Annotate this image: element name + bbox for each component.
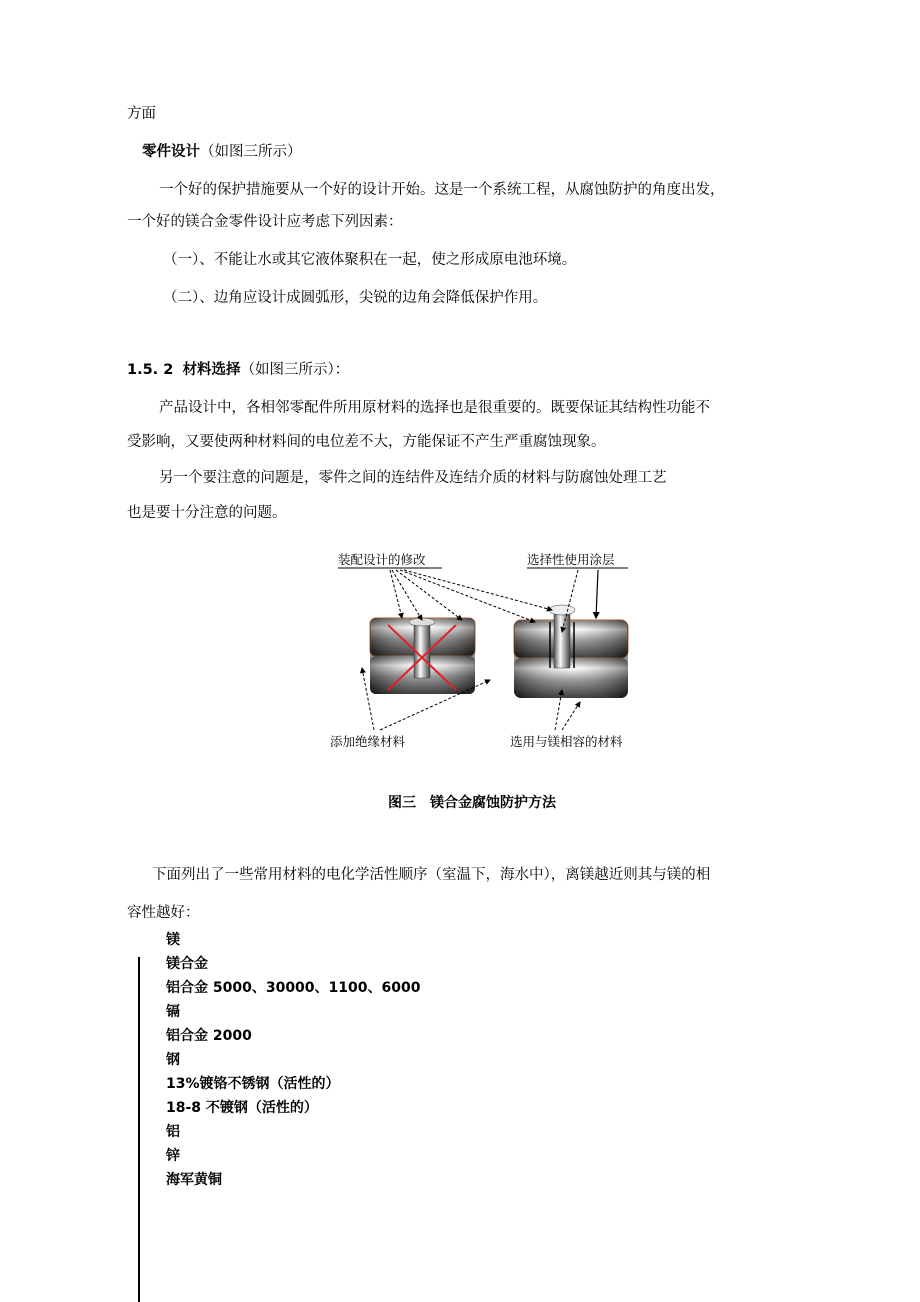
figure-diagram (330, 540, 660, 755)
paragraph-line: 另一个要注意的问题是，零件之间的连结件及连结介质的材料与防腐蚀处理工艺 (159, 470, 667, 486)
label-insulation: 添加绝缘材料 (330, 734, 406, 749)
design-item-2: （二）、边角应设计成圆弧形，尖锐的边角会降低保护作用。 (163, 290, 548, 306)
section-heading (127, 360, 349, 380)
paragraph-fragment: 方面 (127, 106, 156, 122)
left-pipe-assembly (370, 618, 475, 694)
list-item: 铝合金 5000、30000、1100、6000 (166, 980, 421, 996)
list-item: 海军黄铜 (166, 1172, 222, 1188)
label-selective-coating: 选择性使用涂层 (527, 552, 615, 567)
right-pipe-assembly (514, 605, 628, 698)
section-number: 1.5. 2 (127, 362, 174, 378)
list-item: 铝 (166, 1124, 180, 1140)
list-item: 13%镀铬不锈钢（活性的） (166, 1076, 340, 1092)
design-item-1: （一）、不能让水或其它液体聚积在一起，使之形成原电池环境。 (163, 252, 577, 268)
heading-text: 零件设计 (142, 144, 200, 160)
list-item: 18-8 不镀钢（活性的） (166, 1100, 318, 1116)
paragraph-line: 也是要十分注意的问题。 (127, 505, 287, 521)
paragraph-line: 受影响，又要使两种材料间的电位差不大，方能保证不产生严重腐蚀现象。 (127, 434, 606, 450)
heading-note: （如图三所示） (200, 144, 302, 160)
section-note: （如图三所示）： (240, 362, 350, 378)
figure-corrosion-protection (330, 540, 660, 755)
paragraph-line: 一个好的保护措施要从一个好的设计开始。这是一个系统工程，从腐蚀防护的角度出发， (159, 182, 725, 198)
heading-part-design (142, 142, 302, 162)
figure-caption: 图三 镁合金腐蚀防护方法 (388, 795, 556, 811)
section-title: 材料选择 (182, 362, 241, 378)
label-compatible-material: 选用与镁相容的材料 (510, 734, 623, 749)
list-item: 镁合金 (166, 956, 208, 972)
list-item: 镁 (166, 932, 180, 948)
list-item: 钢 (166, 1052, 180, 1068)
paragraph-line: 一个好的镁合金零件设计应考虑下列因素： (127, 214, 403, 230)
paragraph-line: 下面列出了一些常用材料的电化学活性顺序（室温下，海水中），离镁越近则其与镁的相 (152, 867, 711, 883)
margin-rule (138, 957, 140, 1302)
list-item: 镉 (166, 1004, 180, 1020)
paragraph-line: 容性越好： (127, 905, 200, 921)
list-item: 铝合金 2000 (166, 1028, 252, 1044)
list-item: 锌 (166, 1148, 180, 1164)
paragraph-line: 产品设计中，各相邻零配件所用原材料的选择也是很重要的。既要保证其结构性功能不 (159, 400, 710, 416)
label-assembly-design: 装配设计的修改 (338, 552, 426, 567)
